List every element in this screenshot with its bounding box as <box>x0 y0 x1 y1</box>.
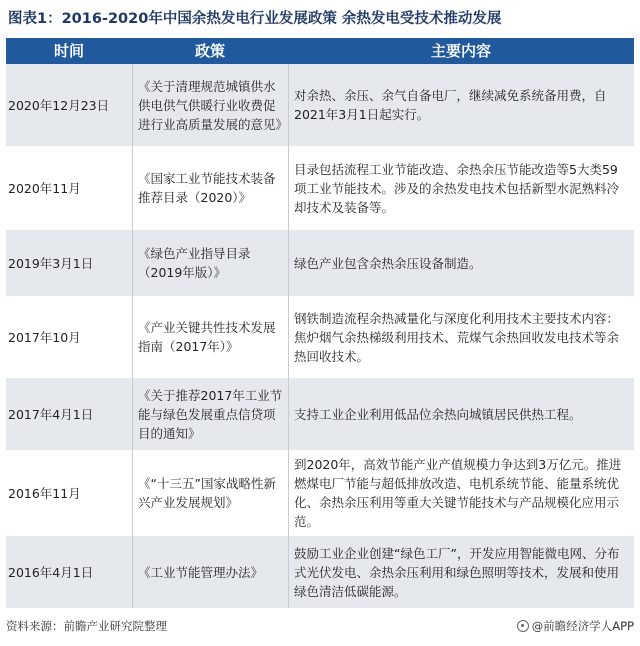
cell-content: 对余热、余压、余气自备电厂，继续减免系统备用费，自2021年3月1日起实行。 <box>294 88 607 122</box>
table-row <box>6 64 634 146</box>
cell-time: 2017年10月 <box>8 329 81 345</box>
table-header <box>6 38 634 64</box>
header-time: 时间 <box>53 42 84 60</box>
cell-time: 2016年11月 <box>8 485 81 501</box>
brand-mark <box>517 614 634 638</box>
cell-time: 2019年3月1日 <box>8 255 94 271</box>
cell-policy: 《“十三五”国家战略性新兴产业发展规划》 <box>138 476 276 510</box>
cell-content: 支持工业企业利用低品位余热向城镇居民供热工程。 <box>294 406 582 422</box>
table-row <box>6 536 634 608</box>
brand-logo-icon <box>517 620 529 632</box>
cell-time: 2017年4月1日 <box>8 406 94 422</box>
cell-content: 钢铁制造流程余热减量化与深度化利用技术主要技术内容：焦炉烟气余热梯级利用技术、荒煤气余热回收发电技术等余热回收技术。 <box>294 310 620 364</box>
cell-content: 目录包括流程工业节能改造、余热余压节能改造等5大类59项工业节能技术。涉及的余热发电技术包括新型水泥熟料冷却技术及装备等。 <box>294 161 620 215</box>
table-row <box>6 378 634 450</box>
cell-policy: 《工业节能管理办法》 <box>138 564 264 580</box>
cell-content: 绿色产业包含余热余压设备制造。 <box>294 255 482 271</box>
policy-table <box>6 38 634 608</box>
cell-content: 鼓励工业企业创建“绿色工厂”，开发应用智能微电网、分布式光伏发电、余热余压利用和绿色照明等技术，发展和使用绿色清洁低碳能源。 <box>294 545 620 599</box>
cell-policy: 《绿色产业指导目录（2019年版）》 <box>138 246 251 280</box>
chart-title: 图表1：2016-2020年中国余热发电行业发展政策 余热发电受技术推动发展 <box>8 11 502 27</box>
table-row <box>6 296 634 378</box>
brand-label: @前瞻经济学人APP <box>531 619 634 633</box>
table-row <box>6 230 634 296</box>
cell-content: 到2020年，高效节能产业产值规模力争达到3万亿元。推进燃煤电厂节能与超低排放改造、电机系统节能、能量系统优化、余热余压利用等重大关键节能技术与产品规模化应用示范。 <box>294 457 622 529</box>
header-policy: 政策 <box>194 42 225 60</box>
source-note: 资料来源：前瞻产业研究院整理 <box>6 619 167 633</box>
table-row <box>6 146 634 230</box>
cell-policy: 《国家工业节能技术装备推荐目录（2020）》 <box>138 171 276 205</box>
cell-policy: 《关于推荐2017年工业节能与绿色发展重点信贷项目的通知》 <box>138 387 283 441</box>
cell-policy: 《关于清理规范城镇供水供电供气供暖行业收费促进行业高质量发展的意见》 <box>138 78 289 132</box>
cell-policy: 《产业关键共性技术发展指南（2017年）》 <box>138 320 276 354</box>
header-content: 主要内容 <box>430 42 491 60</box>
cell-time: 2020年11月 <box>8 180 81 196</box>
footer <box>6 614 634 638</box>
cell-time: 2020年12月23日 <box>8 97 110 113</box>
cell-time: 2016年4月1日 <box>8 564 94 580</box>
table-row <box>6 450 634 536</box>
